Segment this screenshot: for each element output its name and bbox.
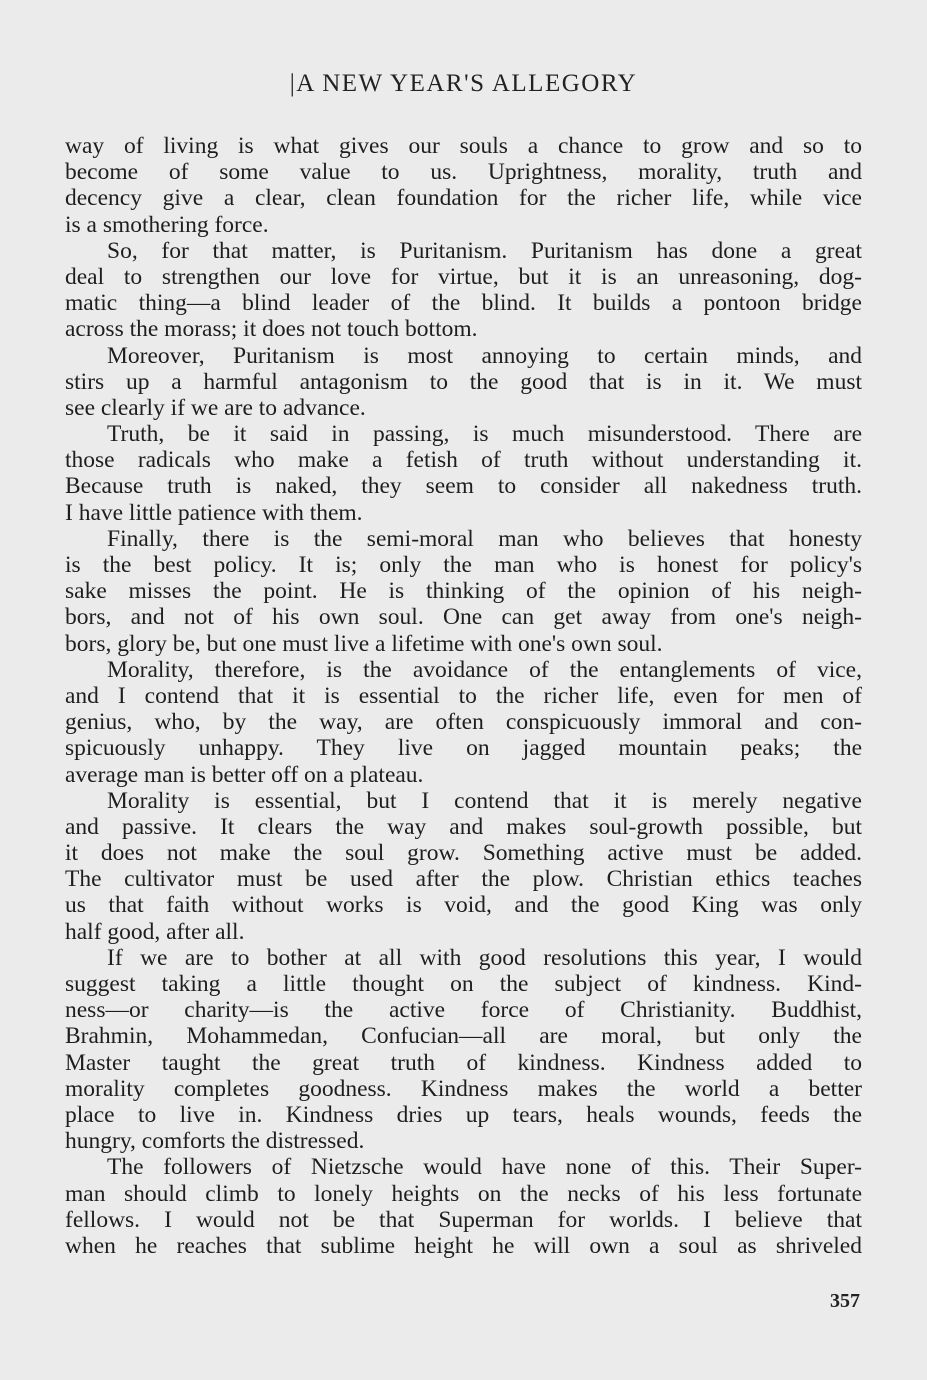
body-text: [65, 133, 862, 1259]
text-line: way of living is what gives our souls a chance to grow and so to: [65, 133, 862, 159]
text-line: is a smothering force.: [65, 211, 269, 238]
text-line: suggest taking a little thought on the subject of kindness. Kind-: [65, 971, 862, 997]
text-line: Brahmin, Mohammedan, Confucian—all are moral, but only the: [65, 1023, 862, 1050]
text-line: bors, glory be, but one must live a lifetime with one's own soul.: [65, 630, 663, 657]
text-line: fellows. I would not be that Superman for worlds. I believe that: [65, 1206, 862, 1233]
page-number: 357: [830, 1290, 860, 1312]
text-line: sake misses the point. He is thinking of the opinion of his neigh-: [65, 578, 862, 605]
text-line: ness—or charity—is the active force of Christianity. Buddhist,: [65, 997, 862, 1024]
text-line: it does not make the soul grow. Something active must be added.: [65, 840, 862, 867]
text-line: bors, and not of his own soul. One can get away from one's neigh-: [65, 604, 862, 631]
text-line: spicuously unhappy. They live on jagged mountain peaks; the: [65, 735, 862, 762]
text-line: is the best policy. It is; only the man who is honest for policy's: [65, 552, 862, 578]
text-line: stirs up a harmful antagonism to the good that is in it. We must: [65, 368, 862, 395]
text-line: and I contend that it is essential to the richer life, even for men of: [65, 682, 862, 709]
text-line: matic thing—a blind leader of the blind. It builds a pontoon bridge: [65, 290, 862, 317]
text-line: those radicals who make a fetish of truth without understanding it.: [65, 447, 862, 474]
text-line: and passive. It clears the way and makes soul-growth possible, but: [65, 813, 862, 840]
text-line: The followers of Nietzsche would have none of this. Their Super-: [107, 1154, 862, 1181]
text-line: Morality is essential, but I contend that it is merely negative: [107, 787, 862, 814]
text-line: become of some value to us. Uprightness, morality, truth and: [65, 159, 862, 186]
text-line: Morality, therefore, is the avoidance of the entanglements of vice,: [107, 656, 862, 683]
text-line: us that faith without works is void, and the good King was only: [65, 892, 862, 919]
text-line: Master taught the great truth of kindness. Kindness added to: [65, 1049, 862, 1076]
text-line: So, for that matter, is Puritanism. Puritanism has done a great: [107, 237, 862, 264]
text-line: place to live in. Kindness dries up tears, heals wounds, feeds the: [65, 1101, 862, 1128]
text-line: across the morass; it does not touch bottom.: [65, 316, 478, 343]
text-line: Finally, there is the semi-moral man who believes that honesty: [107, 525, 862, 552]
text-line: decency give a clear, clean foundation for the richer life, while vice: [65, 185, 862, 212]
text-line: Moreover, Puritanism is most annoying to certain minds, and: [107, 342, 862, 369]
text-line: If we are to bother at all with good resolutions this year, I would: [107, 944, 862, 971]
text-line: deal to strengthen our love for virtue, but it is an unreasoning, dog-: [65, 263, 862, 290]
text-line: Because truth is naked, they seem to consider all nakedness truth.: [65, 473, 862, 500]
text-line: hungry, comforts the distressed.: [65, 1128, 365, 1155]
text-line: see clearly if we are to advance.: [65, 394, 366, 421]
text-line: Truth, be it said in passing, is much misunderstood. There are: [107, 421, 862, 448]
text-line: I have little patience with them.: [65, 499, 363, 526]
text-line: when he reaches that sublime height he will own a soul as shriveled: [65, 1232, 862, 1259]
text-line: morality completes goodness. Kindness makes the world a better: [65, 1075, 862, 1102]
text-line: genius, who, by the way, are often conspicuously immoral and con-: [65, 709, 862, 736]
running-header: |A NEW YEAR'S ALLEGORY: [289, 70, 638, 97]
text-line: man should climb to lonely heights on the necks of his less fortunate: [65, 1180, 862, 1207]
text-line: average man is better off on a plateau.: [65, 761, 424, 788]
text-line: half good, after all.: [65, 918, 245, 945]
text-line: The cultivator must be used after the plow. Christian ethics teaches: [65, 866, 862, 893]
